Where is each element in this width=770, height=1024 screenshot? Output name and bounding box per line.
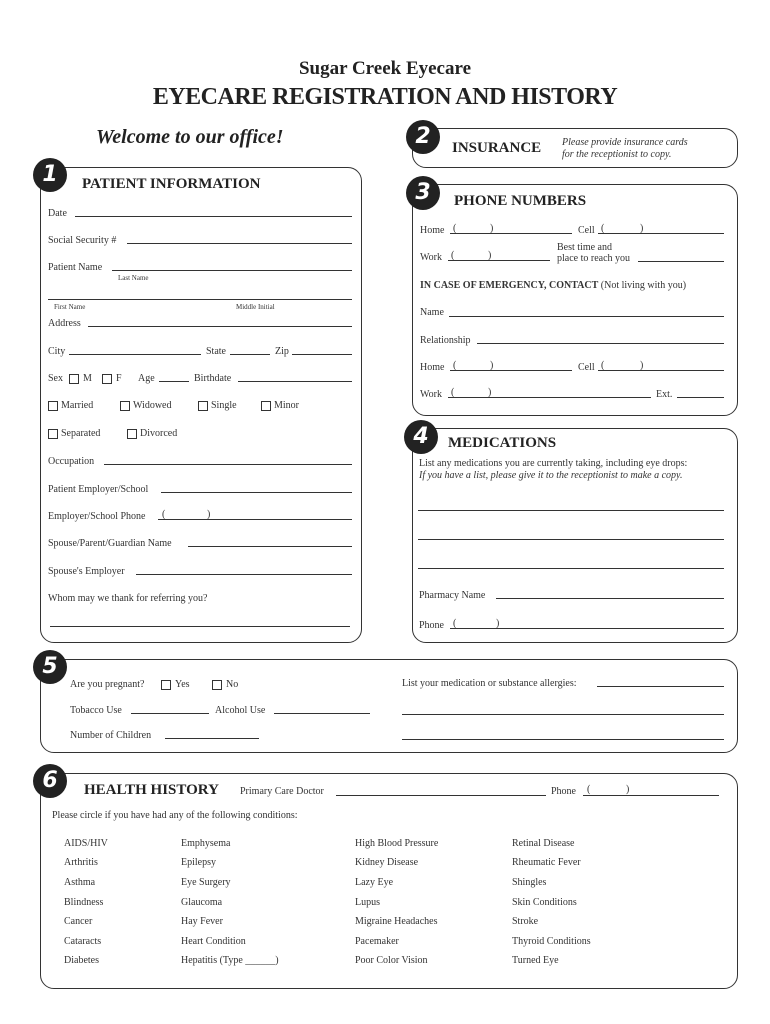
employer-phone-paren-open: (	[162, 509, 166, 520]
zip-label: Zip	[275, 346, 289, 357]
city-label: City	[48, 346, 66, 357]
birthdate-field[interactable]	[238, 381, 352, 382]
phone-numbers-title: PHONE NUMBERS	[454, 193, 587, 209]
emergency-cell-label: Cell	[578, 362, 595, 373]
single-label: Single	[211, 400, 237, 411]
sex-label: Sex	[48, 373, 63, 384]
condition-item[interactable]: Lazy Eye	[355, 877, 394, 888]
allergies-field-1[interactable]	[597, 686, 724, 687]
condition-item[interactable]: Emphysema	[181, 838, 231, 849]
home-paren-close: )	[490, 223, 494, 234]
pregnant-yes-label: Yes	[175, 679, 190, 690]
medication-line-1[interactable]	[418, 510, 724, 511]
zip-field[interactable]	[292, 354, 352, 355]
allergies-field-3[interactable]	[402, 739, 724, 740]
sex-f-label: F	[116, 373, 122, 384]
employer-field[interactable]	[161, 492, 352, 493]
pcp-paren-open: (	[587, 784, 591, 795]
pcp-field[interactable]	[336, 795, 546, 796]
welcome-text: Welcome to our office!	[96, 126, 284, 148]
condition-item[interactable]: Cancer	[64, 916, 93, 927]
condition-item[interactable]: Skin Conditions	[512, 897, 577, 908]
condition-item[interactable]: Rheumatic Fever	[512, 857, 581, 868]
insurance-note-1: Please provide insurance cards	[562, 137, 688, 148]
ework-paren-open: (	[451, 387, 455, 398]
insurance-note-2: for the receptionist to copy.	[562, 149, 672, 160]
ehome-paren-close: )	[490, 360, 494, 371]
pregnant-label: Are you pregnant?	[70, 679, 145, 690]
medications-instructions: List any medications you are currently taking, including eye drops:	[419, 458, 688, 469]
pharmacy-name-field[interactable]	[496, 598, 724, 599]
section-5-badge: 5	[33, 650, 67, 684]
pharmacy-phone-field[interactable]	[450, 628, 724, 629]
last-name-field[interactable]	[112, 270, 352, 271]
cell-paren-close: )	[640, 223, 644, 234]
condition-item[interactable]: Hay Fever	[181, 916, 223, 927]
separated-checkbox[interactable]	[48, 429, 58, 439]
home-phone-field[interactable]	[450, 233, 572, 234]
single-checkbox[interactable]	[198, 401, 208, 411]
cell-paren-open: (	[601, 223, 605, 234]
condition-item[interactable]: Eye Surgery	[181, 877, 231, 888]
spouse-employer-field[interactable]	[136, 574, 352, 575]
best-time-field[interactable]	[638, 261, 724, 262]
condition-item[interactable]: Glaucoma	[181, 897, 223, 908]
condition-item[interactable]: Migraine Headaches	[355, 916, 438, 927]
tobacco-label: Tobacco Use	[70, 705, 122, 716]
employer-phone-label: Employer/School Phone	[48, 511, 146, 522]
emergency-cell-field[interactable]	[598, 370, 724, 371]
condition-item[interactable]: Heart Condition	[181, 936, 246, 947]
work-paren-close: )	[488, 250, 492, 261]
referral-label: Whom may we thank for referring you?	[48, 593, 208, 604]
phone-numbers-box	[412, 184, 738, 416]
condition-item[interactable]: Blindness	[64, 897, 104, 908]
medication-line-2[interactable]	[418, 539, 724, 540]
condition-item[interactable]: Stroke	[512, 916, 539, 927]
patient-name-label: Patient Name	[48, 262, 103, 273]
ext-label: Ext.	[656, 389, 673, 400]
section-6-badge: 6	[33, 764, 67, 798]
emergency-name-label: Name	[420, 307, 444, 318]
birthdate-label: Birthdate	[194, 373, 232, 384]
pregnant-no-checkbox[interactable]	[212, 680, 222, 690]
work-paren-open: (	[451, 250, 455, 261]
spouse-name-label: Spouse/Parent/Guardian Name	[48, 538, 172, 549]
ecell-paren-open: (	[601, 360, 605, 371]
ecell-paren-close: )	[640, 360, 644, 371]
state-field[interactable]	[230, 354, 270, 355]
condition-item[interactable]: Kidney Disease	[355, 857, 419, 868]
last-name-caption: Last Name	[118, 274, 149, 282]
employer-phone-field[interactable]	[158, 519, 352, 520]
condition-item[interactable]: Epilepsy	[181, 857, 216, 868]
best-time-label-2: place to reach you	[557, 253, 631, 264]
children-label: Number of Children	[70, 730, 152, 741]
section-1-badge: 1	[33, 158, 67, 192]
widowed-checkbox[interactable]	[120, 401, 130, 411]
married-label: Married	[61, 400, 94, 411]
condition-item[interactable]: Arthritis	[64, 857, 98, 868]
pregnant-yes-checkbox[interactable]	[161, 680, 171, 690]
pcp-phone-field[interactable]	[583, 795, 719, 796]
condition-item[interactable]: AIDS/HIV	[64, 838, 108, 849]
pharmacy-name-label: Pharmacy Name	[419, 590, 486, 601]
tobacco-field[interactable]	[131, 713, 209, 714]
allergies-field-2[interactable]	[402, 714, 724, 715]
condition-item[interactable]: Poor Color Vision	[355, 955, 428, 966]
medications-title: MEDICATIONS	[448, 435, 557, 451]
referral-field[interactable]	[50, 626, 350, 627]
condition-item[interactable]: Turned Eye	[512, 955, 559, 966]
condition-item[interactable]: High Blood Pressure	[355, 838, 439, 849]
city-field[interactable]	[69, 354, 201, 355]
minor-label: Minor	[274, 400, 299, 411]
condition-item[interactable]: Shingles	[512, 877, 547, 888]
divorced-label: Divorced	[140, 428, 178, 439]
home-paren-open: (	[453, 223, 457, 234]
occupation-label: Occupation	[48, 456, 95, 467]
pregnant-no-label: No	[226, 679, 239, 690]
condition-item[interactable]: Lupus	[355, 897, 380, 908]
medications-list-note: If you have a list, please give it to the receptionist to make a copy.	[419, 470, 683, 481]
section-3-badge: 3	[406, 176, 440, 210]
address-label: Address	[48, 318, 81, 329]
conditions-instructions: Please circle if you have had any of the following conditions:	[52, 810, 298, 821]
employer-label: Patient Employer/School	[48, 484, 149, 495]
relationship-field[interactable]	[477, 343, 724, 344]
pcp-label: Primary Care Doctor	[240, 786, 324, 797]
pcp-paren-close: )	[626, 784, 630, 795]
section-4-badge: 4	[404, 420, 438, 454]
ssn-label: Social Security #	[48, 235, 117, 246]
section-2-badge: 2	[406, 120, 440, 154]
medication-line-3[interactable]	[418, 568, 724, 569]
emergency-note: (Not living with you)	[600, 280, 687, 291]
employer-phone-paren-close: )	[207, 509, 211, 520]
alcohol-label: Alcohol Use	[215, 705, 266, 716]
married-checkbox[interactable]	[48, 401, 58, 411]
separated-label: Separated	[61, 428, 101, 439]
ext-field[interactable]	[677, 397, 724, 398]
best-time-label-1: Best time and	[557, 242, 612, 253]
sex-f-checkbox[interactable]	[102, 374, 112, 384]
date-field[interactable]	[75, 216, 352, 217]
condition-item[interactable]: Thyroid Conditions	[512, 936, 591, 947]
condition-item[interactable]: Asthma	[64, 877, 96, 888]
emergency-heading	[420, 280, 686, 292]
sex-m-checkbox[interactable]	[69, 374, 79, 384]
pcp-phone-label: Phone	[551, 786, 576, 797]
occupation-field[interactable]	[104, 464, 352, 465]
pharmacy-phone-label: Phone	[419, 620, 444, 631]
cell-phone-field[interactable]	[598, 233, 724, 234]
form-title: EYECARE REGISTRATION AND HISTORY	[152, 84, 618, 110]
sex-m-label: M	[83, 373, 92, 384]
first-middle-name-field[interactable]	[48, 299, 352, 300]
pharm-paren-open: (	[453, 618, 457, 629]
insurance-title: INSURANCE	[452, 140, 542, 156]
condition-item[interactable]: Retinal Disease	[512, 838, 575, 849]
middle-initial-caption: Middle Initial	[236, 303, 275, 311]
spouse-name-field[interactable]	[188, 546, 352, 547]
divorced-checkbox[interactable]	[127, 429, 137, 439]
children-field[interactable]	[165, 738, 259, 739]
address-field[interactable]	[88, 326, 352, 327]
age-label: Age	[138, 373, 155, 384]
work-phone-field[interactable]	[448, 260, 550, 261]
emergency-home-field[interactable]	[450, 370, 572, 371]
age-field[interactable]	[159, 381, 189, 382]
ework-paren-close: )	[488, 387, 492, 398]
condition-item[interactable]: Pacemaker	[355, 936, 399, 947]
patient-info-title: PATIENT INFORMATION	[82, 176, 261, 192]
relationship-label: Relationship	[420, 335, 471, 346]
condition-item[interactable]: Hepatitis (Type ______)	[181, 955, 279, 966]
condition-item[interactable]: Diabetes	[64, 955, 99, 966]
cell-phone-label: Cell	[578, 225, 595, 236]
emergency-label: IN CASE OF EMERGENCY, CONTACT	[420, 280, 599, 291]
emergency-home-label: Home	[420, 362, 445, 373]
pharm-paren-close: )	[496, 618, 500, 629]
widowed-label: Widowed	[133, 400, 172, 411]
condition-item[interactable]: Cataracts	[64, 936, 102, 947]
work-phone-label: Work	[420, 252, 442, 263]
alcohol-field[interactable]	[274, 713, 370, 714]
ehome-paren-open: (	[453, 360, 457, 371]
emergency-work-field[interactable]	[448, 397, 651, 398]
org-name: Sugar Creek Eyecare	[298, 58, 472, 79]
emergency-work-label: Work	[420, 389, 442, 400]
first-name-caption: First Name	[54, 303, 86, 311]
minor-checkbox[interactable]	[261, 401, 271, 411]
state-label: State	[206, 346, 226, 357]
emergency-name-field[interactable]	[449, 316, 724, 317]
spouse-employer-label: Spouse's Employer	[48, 566, 125, 577]
home-phone-label: Home	[420, 225, 445, 236]
ssn-field[interactable]	[127, 243, 352, 244]
health-history-title: HEALTH HISTORY	[84, 782, 219, 798]
allergies-label: List your medication or substance allergies:	[402, 678, 577, 689]
date-label: Date	[48, 208, 67, 219]
